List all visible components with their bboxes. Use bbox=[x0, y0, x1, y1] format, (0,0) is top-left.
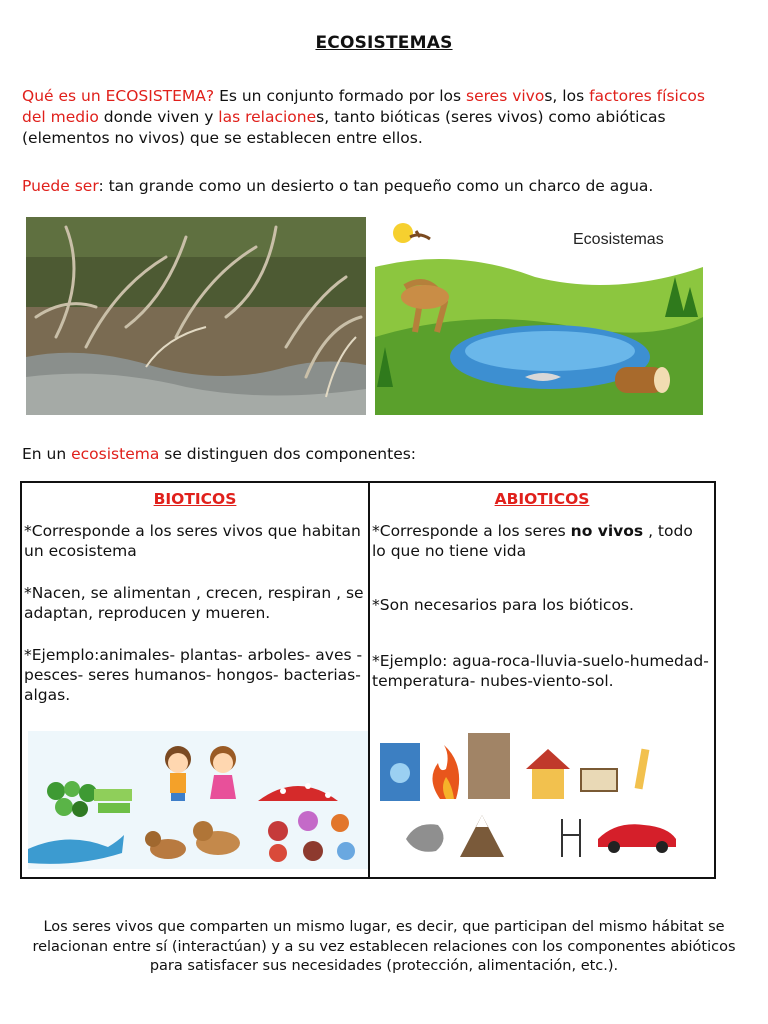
bioticos-p2: *Nacen, se alimentan , crecen, respiran , se adaptan, reproducen y mueren. bbox=[24, 584, 364, 622]
intro-text-3: donde viven y bbox=[98, 108, 219, 126]
intro-question: Qué es un ECOSISTEMA? bbox=[22, 87, 215, 105]
intro-factores: factores físicos del medio bbox=[22, 87, 705, 126]
footer-note: Los seres vivos que comparten un mismo lugar, es decir, que participan del mismo hábitat se relacionan entre sí (interactúan) y a su vez establecen relaciones con los componentes abióticos para satisfacer sus necesidades (protección, alimentación, etc.). bbox=[32, 919, 736, 974]
bioticos-column bbox=[22, 483, 368, 877]
abioticos-p1-pre: *Corresponde a los seres bbox=[372, 522, 571, 540]
intro-paragraph bbox=[22, 86, 722, 149]
components-word: ecosistema bbox=[71, 445, 160, 463]
components-table bbox=[20, 481, 716, 879]
intro-text-4: s, tanto bióticas (seres vivos) como abióticas (elementos no vivos) que se establecen entre ellos. bbox=[22, 108, 666, 147]
components-post: se distinguen dos componentes: bbox=[159, 445, 417, 463]
abioticos-p2: *Son necesarios para los bióticos. bbox=[372, 596, 634, 614]
ecosystem-caption: Ecosistemas bbox=[573, 231, 664, 248]
size-text: : tan grande como un desierto o tan pequeño como un charco de agua. bbox=[98, 177, 654, 195]
bioticos-header: BIOTICOS bbox=[153, 490, 237, 508]
components-intro bbox=[22, 444, 722, 465]
soil-icon bbox=[468, 733, 510, 799]
page-title: ECOSISTEMAS bbox=[315, 33, 453, 53]
intro-relaciones: las relacione bbox=[218, 108, 317, 126]
abioticos-header: ABIOTICOS bbox=[494, 490, 590, 508]
intro-text-1: Es un conjunto formado por los bbox=[214, 87, 467, 105]
intro-text-2: s, los bbox=[544, 87, 590, 105]
abiotic-illustration bbox=[376, 729, 706, 873]
biotic-illustration bbox=[28, 731, 368, 873]
components-pre: En un bbox=[22, 445, 72, 463]
size-paragraph bbox=[22, 176, 722, 197]
abioticos-p1 bbox=[372, 521, 710, 561]
bed-icon bbox=[581, 769, 617, 791]
abioticos-p1-post: , todo lo que no tiene vida bbox=[372, 522, 693, 560]
size-label: Puede ser bbox=[22, 177, 99, 195]
water-drop-icon bbox=[380, 743, 420, 801]
intro-seres: seres vivo bbox=[466, 87, 545, 105]
bioticos-p3: *Ejemplo:animales- plantas- arboles- aves - pesces- seres humanos- hongos- bacterias- algas. bbox=[24, 646, 363, 704]
bioticos-p1: *Corresponde a los seres vivos que habitan un ecosistema bbox=[24, 522, 361, 560]
puddle-photo bbox=[26, 217, 366, 415]
abioticos-p1-bold: no vivos bbox=[570, 522, 644, 540]
ecosystem-illustration bbox=[375, 217, 703, 415]
abioticos-p3: *Ejemplo: agua-roca-lluvia-suelo-humedad-temperatura- nubes-viento-sol. bbox=[372, 652, 709, 690]
abioticos-column bbox=[368, 483, 714, 877]
